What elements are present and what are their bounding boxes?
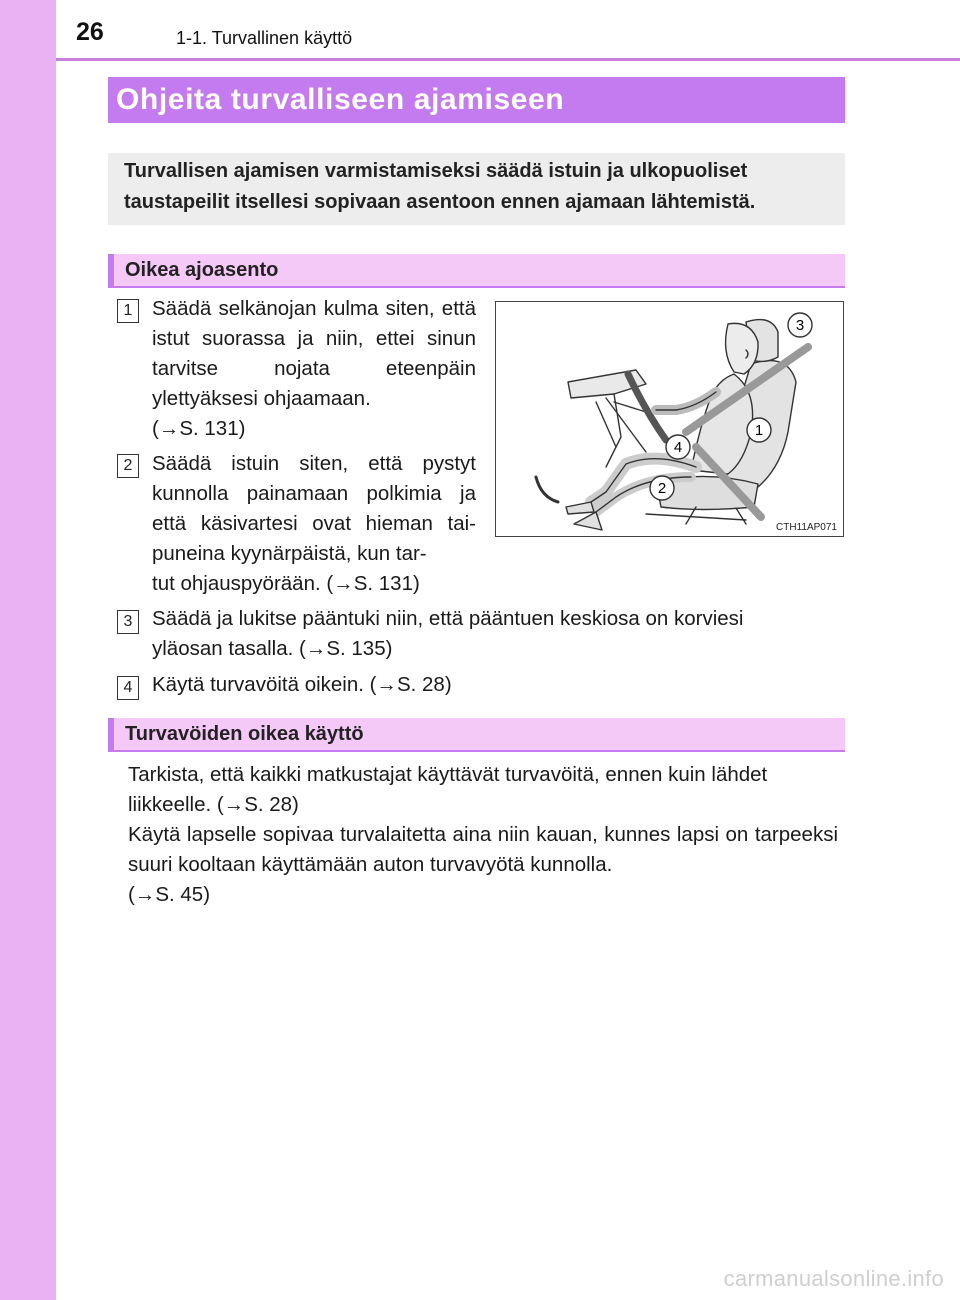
item-text-3-body: Säädä ja lukitse pääntuki niin, että pääntuen keskiosa on korviesi: [152, 607, 744, 630]
callout-2: [650, 476, 674, 500]
seatbelt-paragraph-1-body: Tarkista, että kaikki matkustajat käyttävät turvavöitä, ennen kuin lähdet: [128, 763, 768, 786]
seatbelt-paragraph-2-body: Käytä lapselle sopivaa turvalaitetta aina niin kauan, kunnes lapsi on tarpeeksi suuri kooltaan käyttämään auton turvavyötä kunnolla.: [128, 823, 838, 876]
driving-position-illustration: [495, 301, 844, 537]
callout-4: [666, 435, 690, 459]
item-text-4: Käytä turvavöitä oikein. (→S. 28): [152, 673, 452, 696]
item-text-2-body: Säädä istuin siten, että pystyt kunnolla painamaan polkimia ja että käsivartesi ovat hieman tai-puneina kyynärpäistä, kun tar-: [152, 452, 476, 565]
callout-3-label: 3: [795, 317, 805, 334]
item-number-2: 2: [117, 454, 139, 478]
seatbelt-paragraph-1-ref: liikkeelle. (→S. 28): [128, 793, 299, 816]
item-text-1: [152, 294, 476, 444]
figure-code: CTH11AP071: [776, 522, 837, 533]
side-color-strip: [0, 0, 56, 1300]
main-title-banner: Ohjeita turvalliseen ajamiseen: [108, 77, 845, 123]
item-text-3-ref: yläosan tasalla. (→S. 135): [152, 637, 393, 660]
item-number-3: 3: [117, 610, 139, 634]
seatbelt-paragraph-2-ref: (→S. 45): [128, 883, 211, 906]
callout-1: [747, 418, 771, 442]
item-text-2-ref: tut ohjauspyörään. (→S. 131): [152, 572, 420, 595]
item-text-2: [152, 449, 476, 599]
page-number: 26: [76, 18, 104, 46]
item-number-1: 1: [117, 299, 139, 323]
section-header-driving-position: Oikea ajoasento: [108, 254, 845, 288]
header-rule: [56, 58, 960, 61]
callout-3: [788, 313, 812, 337]
item-text-1-body: Säädä selkänojan kulma siten, että istut suorassa ja niin, ettei sinun tarvitse nojata eteenpäin ylettyäksesi ohjaamaan.: [152, 297, 476, 410]
item-text-3: [152, 604, 838, 664]
seatbelt-paragraph-2: [128, 820, 838, 910]
intro-box: Turvallisen ajamisen varmistamiseksi säädä istuin ja ulkopuoliset taustapeilit itsellesi sopivaan asentoon ennen ajamaan lähtemistä.: [108, 153, 845, 225]
item-text-1-ref: (→S. 131): [152, 417, 246, 440]
callout-4-label: 4: [673, 439, 683, 456]
callout-2-label: 2: [657, 480, 667, 497]
seatbelt-paragraph-1: [128, 760, 838, 820]
seat-diagram: [496, 302, 843, 536]
section-header-seatbelts: Turvavöiden oikea käyttö: [108, 718, 845, 752]
chapter-title: 1-1. Turvallinen käyttö: [176, 28, 353, 48]
callout-1-label: 1: [754, 422, 764, 439]
watermark: carmanualsonline.info: [723, 1266, 944, 1291]
item-number-4: 4: [117, 676, 139, 700]
